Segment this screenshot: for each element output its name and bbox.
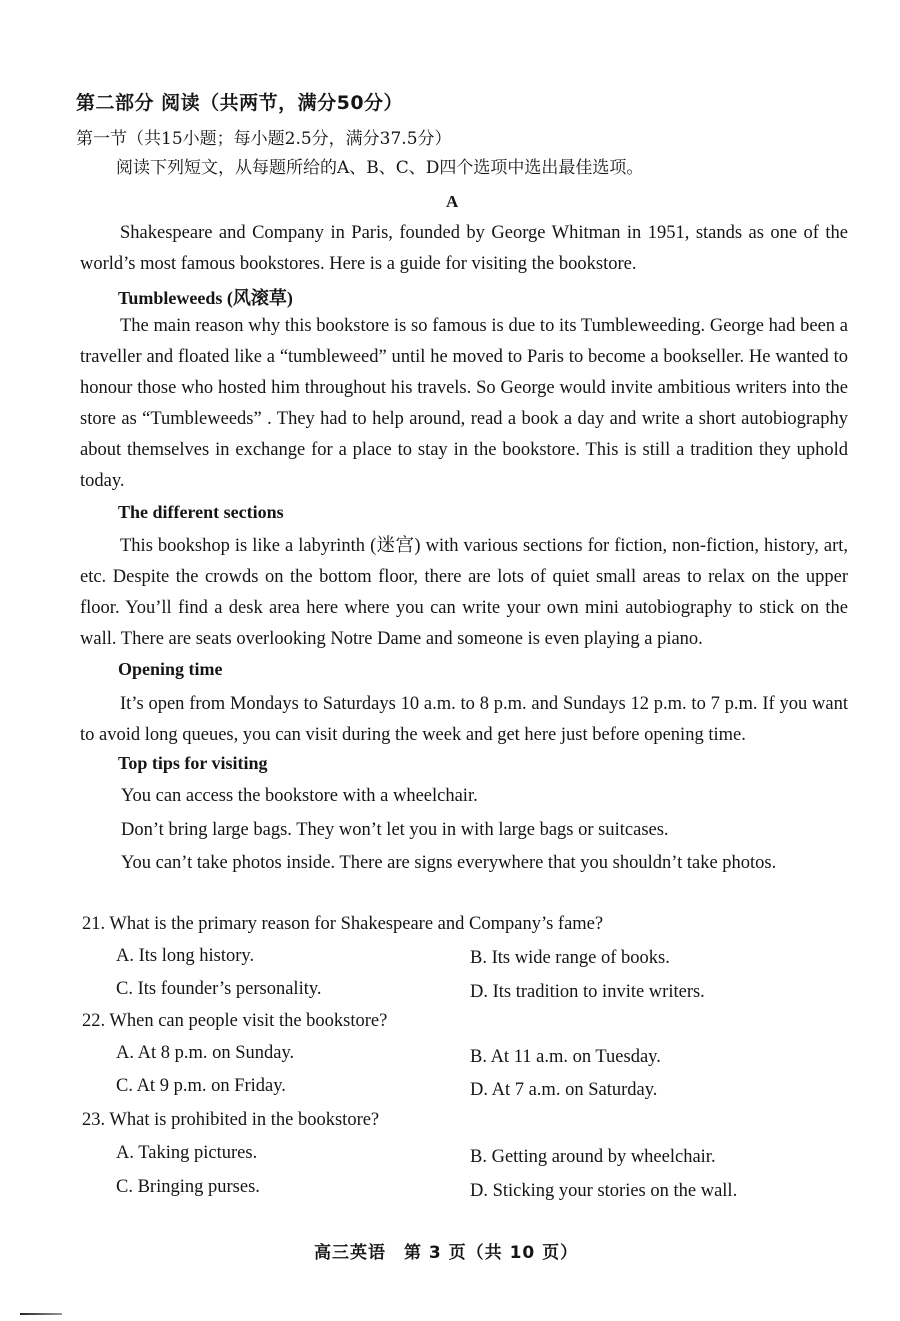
question-21-option-c: C. Its founder’s personality. [116,979,322,999]
section-text-opening-time: It’s open from Mondays to Saturdays 10 a.m. to 8 p.m. and Sundays 12 p.m. to 7 p.m. If you want to avoid long queues, you can visit during the week and get here just before opening time. [80,694,848,745]
section-text-tumbleweeds: The main reason why this bookstore is so famous is due to its Tumbleweeding. George had been a traveller and floated like a “tumbleweed” until he moved to Paris to become a bookseller. He wanted to honour those who hosted him throughout his travels. So George would invite ambitious writers into the store as “Tumbleweeds” . They had to help around, read a book a day and write a short autobiography about themselves in exchange for a place to stay in the bookstore. This is still a tradition they uphold today. [80,316,848,491]
tip-item: You can access the bookstore with a wheelchair. [121,786,478,806]
section-heading-top-tips: Top tips for visiting [118,753,268,773]
instructions: 阅读下列短文，从每题所给的A、B、C、D四个选项中选出最佳选项。 [116,158,644,178]
question-21-option-a: A. Its long history. [116,946,255,966]
question-22-option-a: A. At 8 p.m. on Sunday. [116,1043,295,1063]
tip-item: You can’t take photos inside. There are signs everywhere that you shouldn’t take photos. [121,853,777,873]
section-text-different-sections: This bookshop is like a labyrinth (迷宫) with various sections for fiction, non-fiction, history, art, etc. Despite the crowds on the bottom floor, there are lots of quiet small areas to relax on the upper floor. You’ll find a desk area here where you can write your own mini autobiography to stick on the wall. There are seats overlooking Notre Dame and someone is even playing a piano. [80,536,848,649]
question-22-option-d: D. At 7 a.m. on Saturday. [470,1080,658,1100]
question-21-stem: 21. What is the primary reason for Shakespeare and Company’s fame? [82,914,604,934]
passage-intro: Shakespeare and Company in Paris, founded by George Whitman in 1951, stands as one of the world’s most famous bookstores. Here is a guide for visiting the bookstore. [80,223,848,274]
question-23-option-b: B. Getting around by wheelchair. [470,1147,716,1167]
question-21-option-d: D. Its tradition to invite writers. [470,982,705,1002]
tip-item: Don’t bring large bags. They won’t let you in with large bags or suitcases. [121,820,669,840]
question-23-option-c: C. Bringing purses. [116,1177,260,1197]
scan-artifact-line [20,1313,62,1315]
question-23-option-d: D. Sticking your stories on the wall. [470,1181,738,1201]
section-heading-opening-time: Opening time [118,659,223,679]
section-heading-different-sections: The different sections [118,502,284,522]
part-title: 第二部分 阅读（共两节，满分50分） [76,92,404,114]
question-23-stem: 23. What is prohibited in the bookstore? [82,1110,380,1130]
question-22-stem: 22. When can people visit the bookstore? [82,1011,388,1031]
section-heading-tumbleweeds: Tumbleweeds (风滚草) [118,288,293,308]
section-title: 第一节（共15小题；每小题2.5分，满分37.5分） [76,129,452,149]
question-22-option-b: B. At 11 a.m. on Tuesday. [470,1047,661,1067]
question-22-option-c: C. At 9 p.m. on Friday. [116,1076,286,1096]
question-23-option-a: A. Taking pictures. [116,1143,258,1163]
passage-label: A [446,192,459,211]
page-footer: 高三英语 第 3 页（共 10 页） [314,1243,579,1263]
question-21-option-b: B. Its wide range of books. [470,948,670,968]
